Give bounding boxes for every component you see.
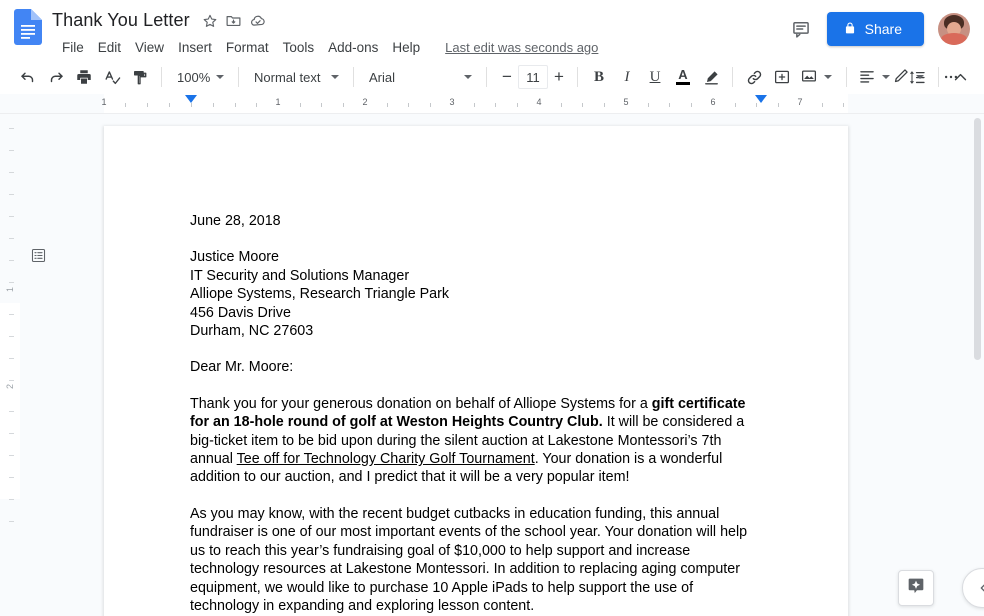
menu-help[interactable]: Help [392,39,421,55]
chevron-down-icon [463,70,473,85]
toolbar-right-controls [888,64,974,90]
font-family-value: Arial [369,69,396,85]
spellcheck-icon[interactable] [98,64,126,90]
chevron-down-icon [915,70,925,85]
toolbar-separator [486,67,487,87]
recipient-line: Alliope Systems, Research Triangle Park [190,286,450,303]
insert-link-icon[interactable] [740,64,768,90]
letter-date: June 28, 2018 [190,213,281,229]
top-bar-right-controls [789,12,970,46]
recipient-line: Justice Moore [190,249,279,266]
menu-format[interactable]: Format [225,39,269,55]
title-and-menu-block [52,8,598,58]
font-size-input[interactable]: 11 [518,65,548,89]
toolbar-separator [938,67,939,87]
italic-button[interactable]: I [624,68,630,85]
zoom-value: 100% [177,69,211,85]
insert-image-icon [800,67,818,88]
last-edit-status[interactable]: Last edit was seconds ago [445,39,599,55]
ruler-number: 5 [623,97,629,107]
ruler-number: 1 [275,97,281,107]
underline-button[interactable]: U [649,68,661,85]
avatar[interactable] [938,13,970,45]
text-color-swatch [676,82,690,85]
lock-icon [843,21,857,38]
ruler-track [101,94,848,114]
document-title[interactable]: Thank You Letter [52,10,190,30]
zoom-select[interactable] [169,64,231,90]
letter-paragraph-2: As you may know, with the recent budget cutbacks in education funding, this annual fundraiser is one of our most important events of the school year. Your donation will help us to reach this year’s fundraising goal of $10,000 to help support and increase technology resources at Lakestone Montessori. In addition to replacing aging computer equipment, we would like to purchase 10 Apple iPads to help support the use of technology in expanding and exploring lesson content. [190,505,748,614]
menu-bar [55,36,598,58]
chevron-down-icon [823,70,833,85]
font-size-decrease-button[interactable]: − [502,67,512,86]
highlight-pen-icon[interactable] [697,64,725,90]
ruler-number: 1 [101,97,107,107]
formatting-toolbar [0,60,984,94]
share-button-label: Share [864,21,902,37]
ruler-number: 6 [710,97,716,107]
title-row [52,8,598,33]
text-color-letter: A [678,67,688,82]
menu-insert[interactable]: Insert [178,39,212,55]
ruler-number: 2 [362,97,368,107]
recipient-line: Durham, NC 27603 [190,323,314,340]
paragraph-style-value: Normal text [254,69,321,85]
chevron-down-icon [215,70,225,85]
paint-format-icon[interactable] [126,64,154,90]
align-left-icon [858,67,876,88]
paragraph1-bold-phrase: gift certificate for an 18-hole round of golf at Weston Heights Country Club. [190,395,746,431]
google-docs-icon[interactable] [14,9,42,45]
move-to-folder-icon[interactable] [223,10,245,32]
letter-recipient-block [190,248,754,340]
horizontal-ruler[interactable] [0,94,984,114]
font-size-increase-button[interactable]: + [554,67,564,86]
vertical-scrollbar[interactable] [972,118,982,612]
bold-button[interactable]: B [593,68,604,85]
left-indent-marker[interactable] [185,95,197,103]
vertical-ruler-number: 1 [5,286,15,292]
document-outline-icon[interactable] [27,244,49,266]
text-color-button[interactable] [669,64,697,90]
edit-pencil-icon [892,67,910,88]
ruler-number: 4 [536,97,542,107]
editing-mode-select[interactable] [888,64,931,90]
toolbar-separator [577,67,578,87]
font-size-stepper [496,65,570,89]
insert-image-select[interactable] [796,64,839,90]
vertical-ruler[interactable] [0,114,20,616]
print-icon[interactable] [70,64,98,90]
explore-icon [906,576,926,601]
explore-button[interactable] [898,570,934,606]
toolbar-separator [238,67,239,87]
undo-icon[interactable] [14,64,42,90]
right-indent-marker[interactable] [755,95,767,103]
recipient-line: 456 Davis Drive [190,304,291,321]
font-family-select[interactable] [361,64,479,90]
menu-edit[interactable]: Edit [97,39,122,55]
letter-paragraph-1 [190,395,754,487]
paragraph1-part3: . Your donation is a wonderful addition to our auction, and I predict that it will be a very popular item! [190,451,723,486]
toolbar-separator [353,67,354,87]
cloud-saved-icon[interactable] [247,10,269,32]
top-bar [0,0,984,60]
document-workspace [0,114,984,616]
menu-view[interactable]: View [135,39,165,55]
document-body[interactable] [104,126,848,615]
toolbar-separator [161,67,162,87]
ruler-number: 7 [797,97,803,107]
menu-file[interactable]: File [62,39,84,55]
vertical-ruler-number: 2 [5,383,15,389]
comment-icon[interactable] [789,17,813,41]
share-button[interactable] [827,12,924,46]
paragraph1-part2: It will be considered a big-ticket item to be bid upon during the silent auction at Lakestone Montessori’s 7th annual [190,414,745,468]
chevron-up-icon[interactable] [946,64,974,90]
ruler-number: 3 [449,97,455,107]
star-icon[interactable] [199,10,221,32]
paragraph1-underlined-event: Tee off for Technology Charity Golf Tournament [236,451,535,468]
chevron-down-icon [330,70,340,85]
paragraph-style-select[interactable] [246,64,346,90]
avatar-body [941,33,967,45]
recipient-line: IT Security and Solutions Manager [190,267,410,284]
chevron-left-icon[interactable] [962,568,984,608]
document-page[interactable] [104,126,848,616]
toolbar-separator [846,67,847,87]
letter-salutation: Dear Mr. Moore: [190,359,294,376]
vertical-ruler-content-area [0,303,20,499]
toolbar-separator [732,67,733,87]
redo-icon[interactable] [42,64,70,90]
add-comment-icon[interactable] [768,64,796,90]
scrollbar-thumb[interactable] [974,118,981,360]
menu-tools[interactable]: Tools [282,39,315,55]
paragraph1-part1: Thank you for your generous donation on behalf of Alliope Systems for a [190,395,652,412]
menu-add-ons[interactable]: Add-ons [328,39,379,55]
